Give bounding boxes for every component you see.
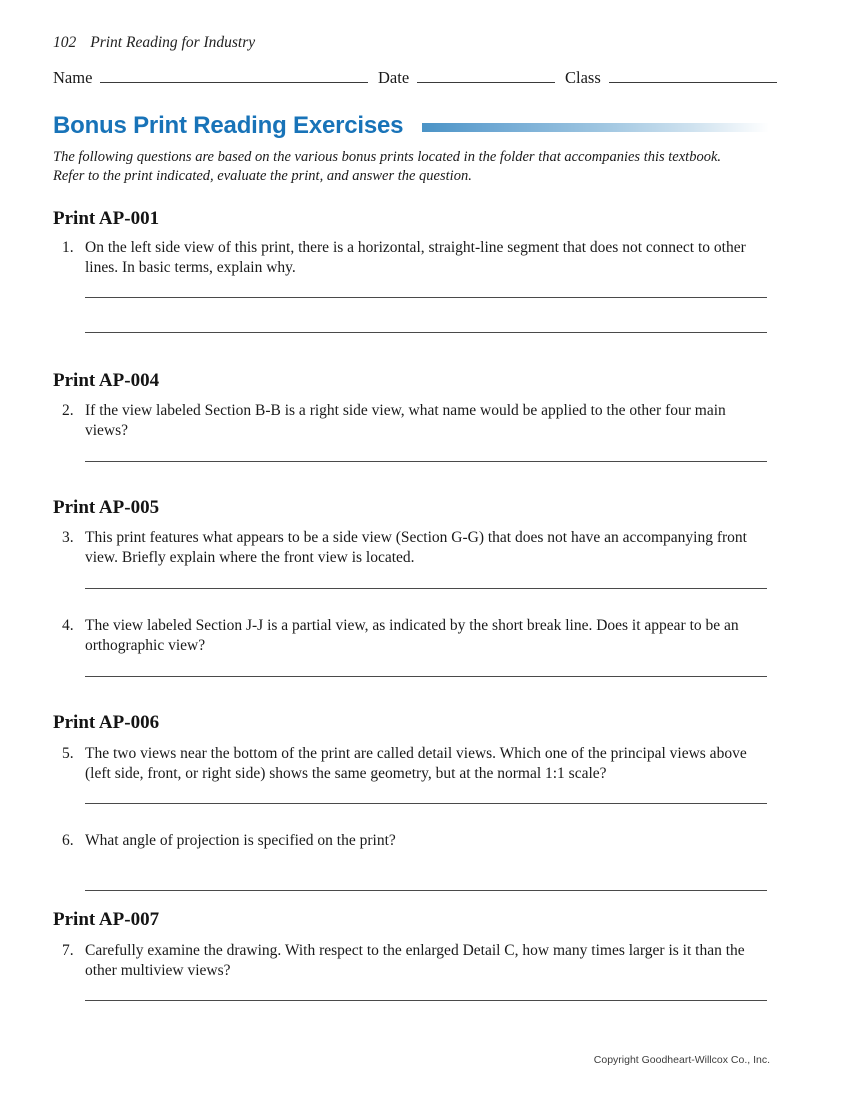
- name-field[interactable]: [53, 68, 368, 88]
- print-section-heading: Print AP-001: [53, 208, 160, 229]
- print-section-heading: Print AP-006: [53, 712, 160, 733]
- page-title: Bonus Print Reading Exercises: [53, 112, 404, 139]
- question-item: [62, 401, 768, 441]
- print-section-heading: Print AP-004: [53, 370, 160, 391]
- class-label: Class: [565, 68, 601, 87]
- question-text: What angle of projection is specified on the print?: [85, 832, 396, 849]
- class-field[interactable]: [565, 68, 777, 88]
- class-rule[interactable]: [609, 68, 777, 83]
- question-text: On the left side view of this print, there is a horizontal, straight-line segment that does not connect to other lines. In basic terms, explain why.: [85, 239, 746, 276]
- identification-row: [53, 68, 769, 92]
- question-item: [62, 616, 768, 656]
- question-number: 5.: [62, 745, 74, 762]
- question-row: [62, 401, 768, 441]
- question-item: [62, 528, 768, 568]
- answer-line[interactable]: [85, 890, 767, 891]
- question-number: 4.: [62, 617, 74, 634]
- date-field[interactable]: [378, 68, 555, 88]
- question-row: [62, 238, 768, 278]
- question-item: [62, 941, 768, 981]
- question-row: [62, 616, 768, 656]
- running-head: [53, 34, 255, 52]
- question-number: 2.: [62, 402, 74, 419]
- section-title-block: [53, 112, 769, 140]
- question-text: Carefully examine the drawing. With respect to the enlarged Detail C, how many times larger is it than the other multiview views?: [85, 942, 745, 979]
- question-item: [62, 238, 768, 278]
- question-row: [62, 831, 768, 851]
- intro-paragraph: [53, 148, 775, 186]
- page-number: 102: [53, 34, 77, 51]
- question-item: [62, 831, 768, 851]
- answer-line[interactable]: [85, 297, 767, 298]
- question-row: [62, 528, 768, 568]
- question-number: 7.: [62, 942, 74, 959]
- name-rule[interactable]: [100, 68, 368, 83]
- question-text: If the view labeled Section B-B is a right side view, what name would be applied to the other four main views?: [85, 402, 726, 439]
- question-number: 3.: [62, 529, 74, 546]
- question-number: 6.: [62, 832, 74, 849]
- question-text: The view labeled Section J-J is a partial view, as indicated by the short break line. Does it appear to be an orthographic view?: [85, 617, 739, 654]
- print-section-heading: Print AP-007: [53, 909, 160, 930]
- question-number: 1.: [62, 239, 74, 256]
- question-text: The two views near the bottom of the print are called detail views. Which one of the principal views above (left side, front, or right side) shows the same geometry, but at the normal 1:1 scale?: [85, 745, 747, 782]
- question-row: [62, 941, 768, 981]
- question-text: This print features what appears to be a side view (Section G-G) that does not have an accompanying front view. Briefly explain where the front view is located.: [85, 529, 747, 566]
- answer-line[interactable]: [85, 676, 767, 677]
- print-section-heading: Print AP-005: [53, 497, 160, 518]
- title-gradient-bar: [422, 123, 769, 132]
- date-rule[interactable]: [417, 68, 555, 83]
- date-label: Date: [378, 68, 410, 87]
- answer-line[interactable]: [85, 588, 767, 589]
- answer-line[interactable]: [85, 461, 767, 462]
- name-label: Name: [53, 68, 93, 87]
- answer-line[interactable]: [85, 803, 767, 804]
- answer-line[interactable]: [85, 332, 767, 333]
- intro-line-2: Refer to the print indicated, evaluate the print, and answer the question.: [53, 168, 472, 184]
- question-item: [62, 744, 768, 784]
- copyright-notice: Copyright Goodheart-Willcox Co., Inc.: [593, 1054, 770, 1066]
- answer-line[interactable]: [85, 1000, 767, 1001]
- intro-line-1: The following questions are based on the various bonus prints located in the folder that accompanies this textbook.: [53, 149, 722, 165]
- question-row: [62, 744, 768, 784]
- book-title: Print Reading for Industry: [90, 34, 256, 51]
- footer: [0, 1054, 849, 1066]
